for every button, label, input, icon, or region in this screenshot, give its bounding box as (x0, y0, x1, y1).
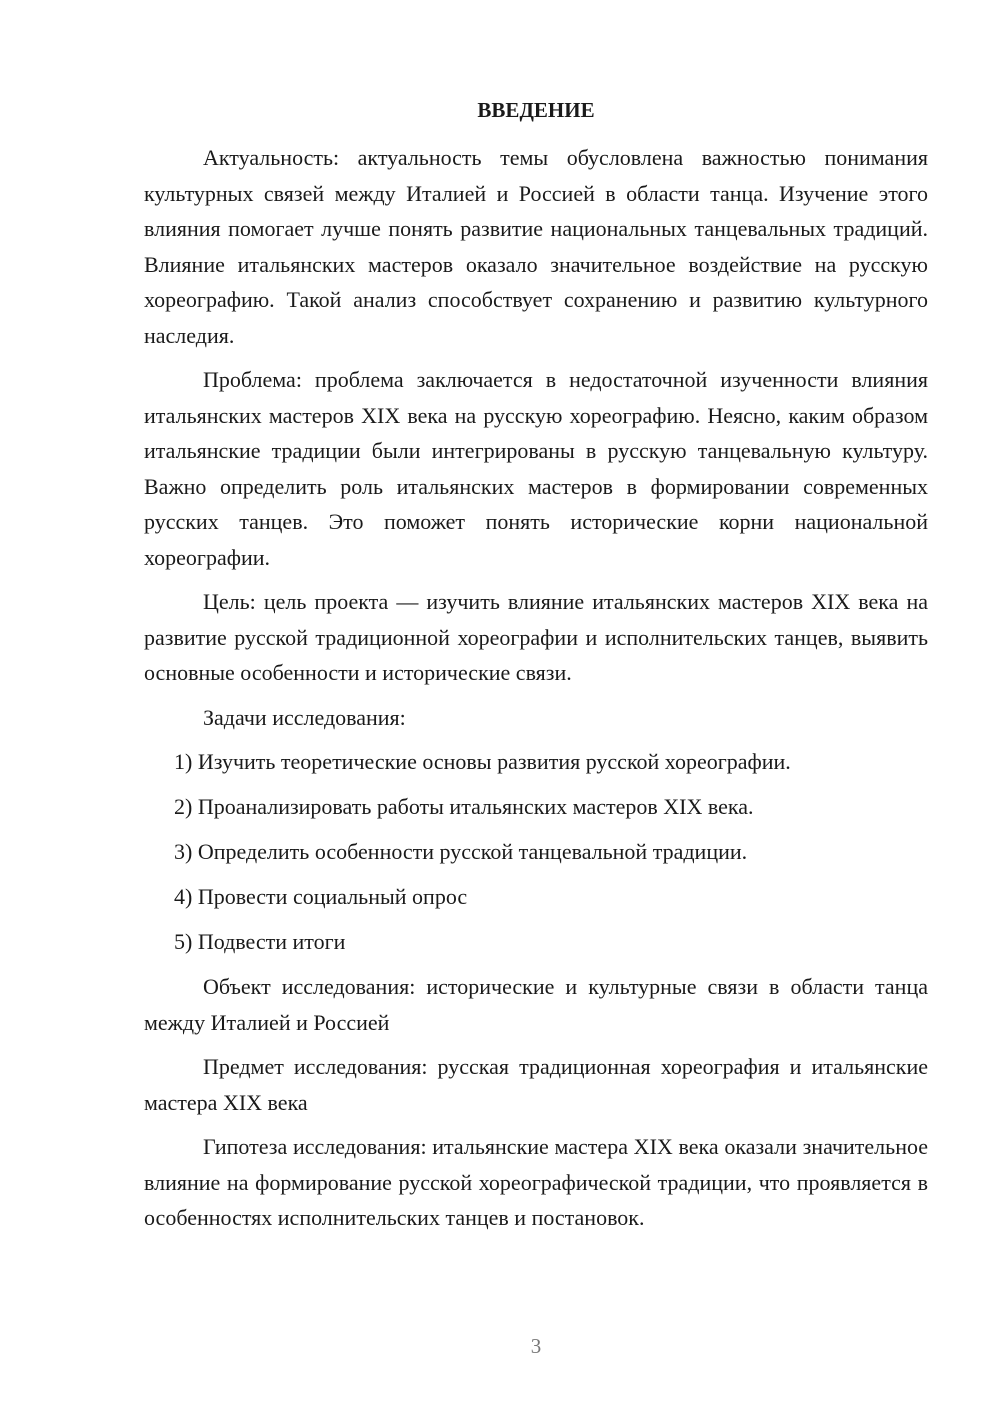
task-item: 4) Провести социальный опрос (174, 884, 468, 909)
hypothesis-paragraph: Гипотеза исследования: итальянские мастера XIX века оказали значительное влияние на формирование русской хореографической традиции, что проявляется в особенностях исполнительских танцев и постановок. (144, 1134, 928, 1230)
relevance-paragraph: Актуальность: актуальность темы обусловлена важностью понимания культурных связей между Италией и Россией в области танца. Изучение этого влияния помогает лучше понять развитие национальных танцевальных традиций. Влияние итальянских мастеров оказало значительное воздействие на русскую хореографию. Такой анализ способствует сохранению и развитию культурного наследия. (144, 145, 928, 348)
page-number: 3 (530, 1334, 542, 1358)
problem-paragraph: Проблема: проблема заключается в недостаточной изученности влияния итальянских мастеров XIX века на русскую хореографию. Неясно, каким образом итальянские традиции были интегрированы в русскую танцевальную культуру. Важно определить роль итальянских мастеров в формировании современных русских танцев. Это поможет понять исторические корни национальной хореографии. (144, 367, 928, 570)
tasks-list (144, 744, 928, 960)
document-page (144, 94, 928, 1245)
task-item: 5) Подвести итоги (174, 929, 346, 954)
subject-paragraph: Предмет исследования: русская традиционная хореография и итальянские мастера XIX века (144, 1054, 928, 1115)
object-paragraph: Объект исследования: исторические и культурные связи в области танца между Италией и Россией (144, 974, 928, 1035)
section-title: ВВЕДЕНИЕ (477, 98, 595, 122)
task-item: 3) Определить особенности русской танцевальной традиции. (174, 839, 748, 864)
task-item: 2) Проанализировать работы итальянских мастеров XIX века. (174, 794, 754, 819)
tasks-heading: Задачи исследования: (203, 704, 406, 730)
goal-paragraph: Цель: цель проекта — изучить влияние итальянских мастеров XIX века на развитие русской традиционной хореографии и исполнительских танцев, выявить основные особенности и исторические связи. (144, 589, 928, 685)
task-item: 1) Изучить теоретические основы развития русской хореографии. (174, 749, 791, 774)
